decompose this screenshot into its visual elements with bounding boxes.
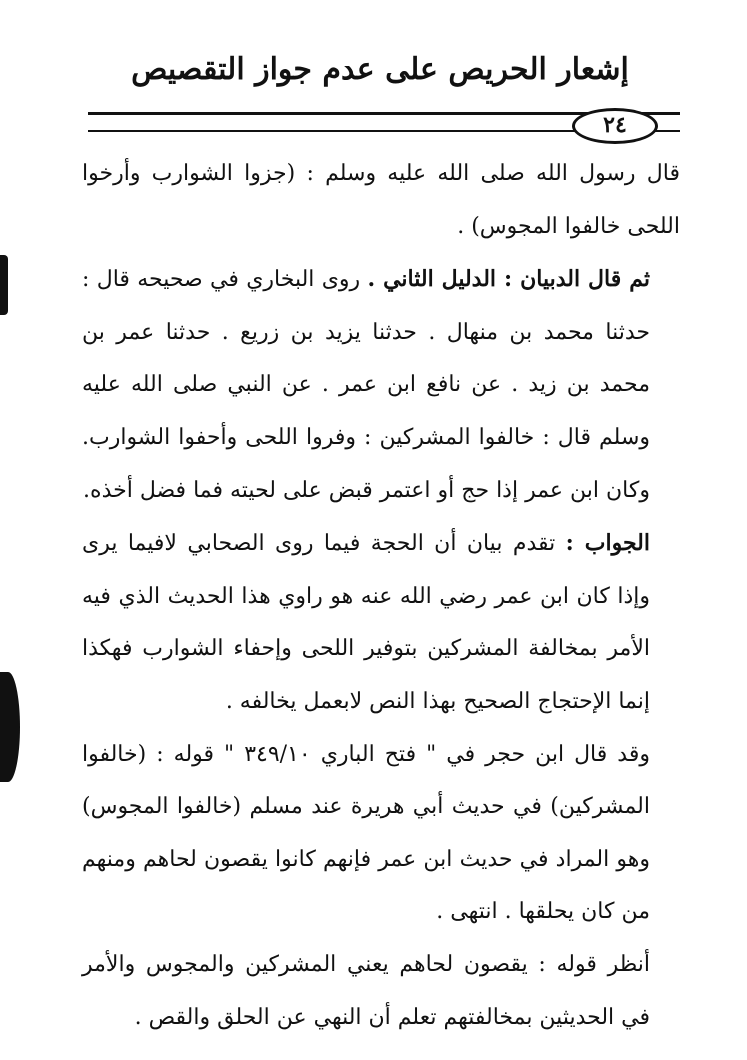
running-header-title: إشعار الحريص على عدم جواز التقصيص: [131, 52, 629, 87]
paragraph-text: تقدم بيان أن الحجة فيما روى الصحابي لافيما يرى وإذا كان ابن عمر رضي الله عنه هو راوي هذا الحديث الذي فيه الأمر بمخالفة المشركين بتوفير اللحى وإحفاء الشوارب فهكذا إنما الإحتجاج الصحيح بهذا النص لابعمل يخالفه .: [82, 531, 650, 714]
paragraph: [82, 517, 680, 728]
scan-edge-mark: [0, 255, 8, 315]
paragraph: [82, 253, 680, 517]
paragraph: وقد قال ابن حجر في " فتح الباري ٣٤٩/١٠ " قوله : (خالفوا المشركين) في حديث أبي هريرة عند مسلم (خالفوا المجوس) وهو المراد في حديث ابن عمر فإنهم كانوا يقصون لحاهم ومنهم من كان يحلقها . انتهى .: [82, 741, 650, 925]
bold-lead: الجواب :: [565, 530, 650, 557]
scan-edge-mark: [0, 672, 20, 782]
bold-lead: ثم قال الدبيان : الدليل الثاني .: [367, 266, 650, 293]
paragraph: أنظر قوله : يقصون لحاهم يعني المشركين والمجوس والأمر في الحديثين بمخالفتهم تعلم أن النهي عن الحلق والقص .: [82, 951, 650, 1030]
page-number: ٢٤: [572, 108, 658, 144]
body-text: [82, 148, 680, 1044]
paragraph: قال رسول الله صلى الله عليه وسلم : (جزوا الشوارب وأرخوا اللحى خالفوا المجوس) .: [82, 161, 680, 239]
paragraph-text: روى البخاري في صحيحه قال : حدثنا محمد بن منهال . حدثنا يزيد بن زريع . حدثنا عمر بن محمد بن زيد . عن نافع ابن عمر . عن النبي صلى الله عليه وسلم قال : خالفوا المشركين : وفروا اللحى وأحفوا الشوارب. وكان ابن عمر إذا حج أو اعتمر قبض على لحيته فما فضل أخذه.: [82, 267, 650, 503]
